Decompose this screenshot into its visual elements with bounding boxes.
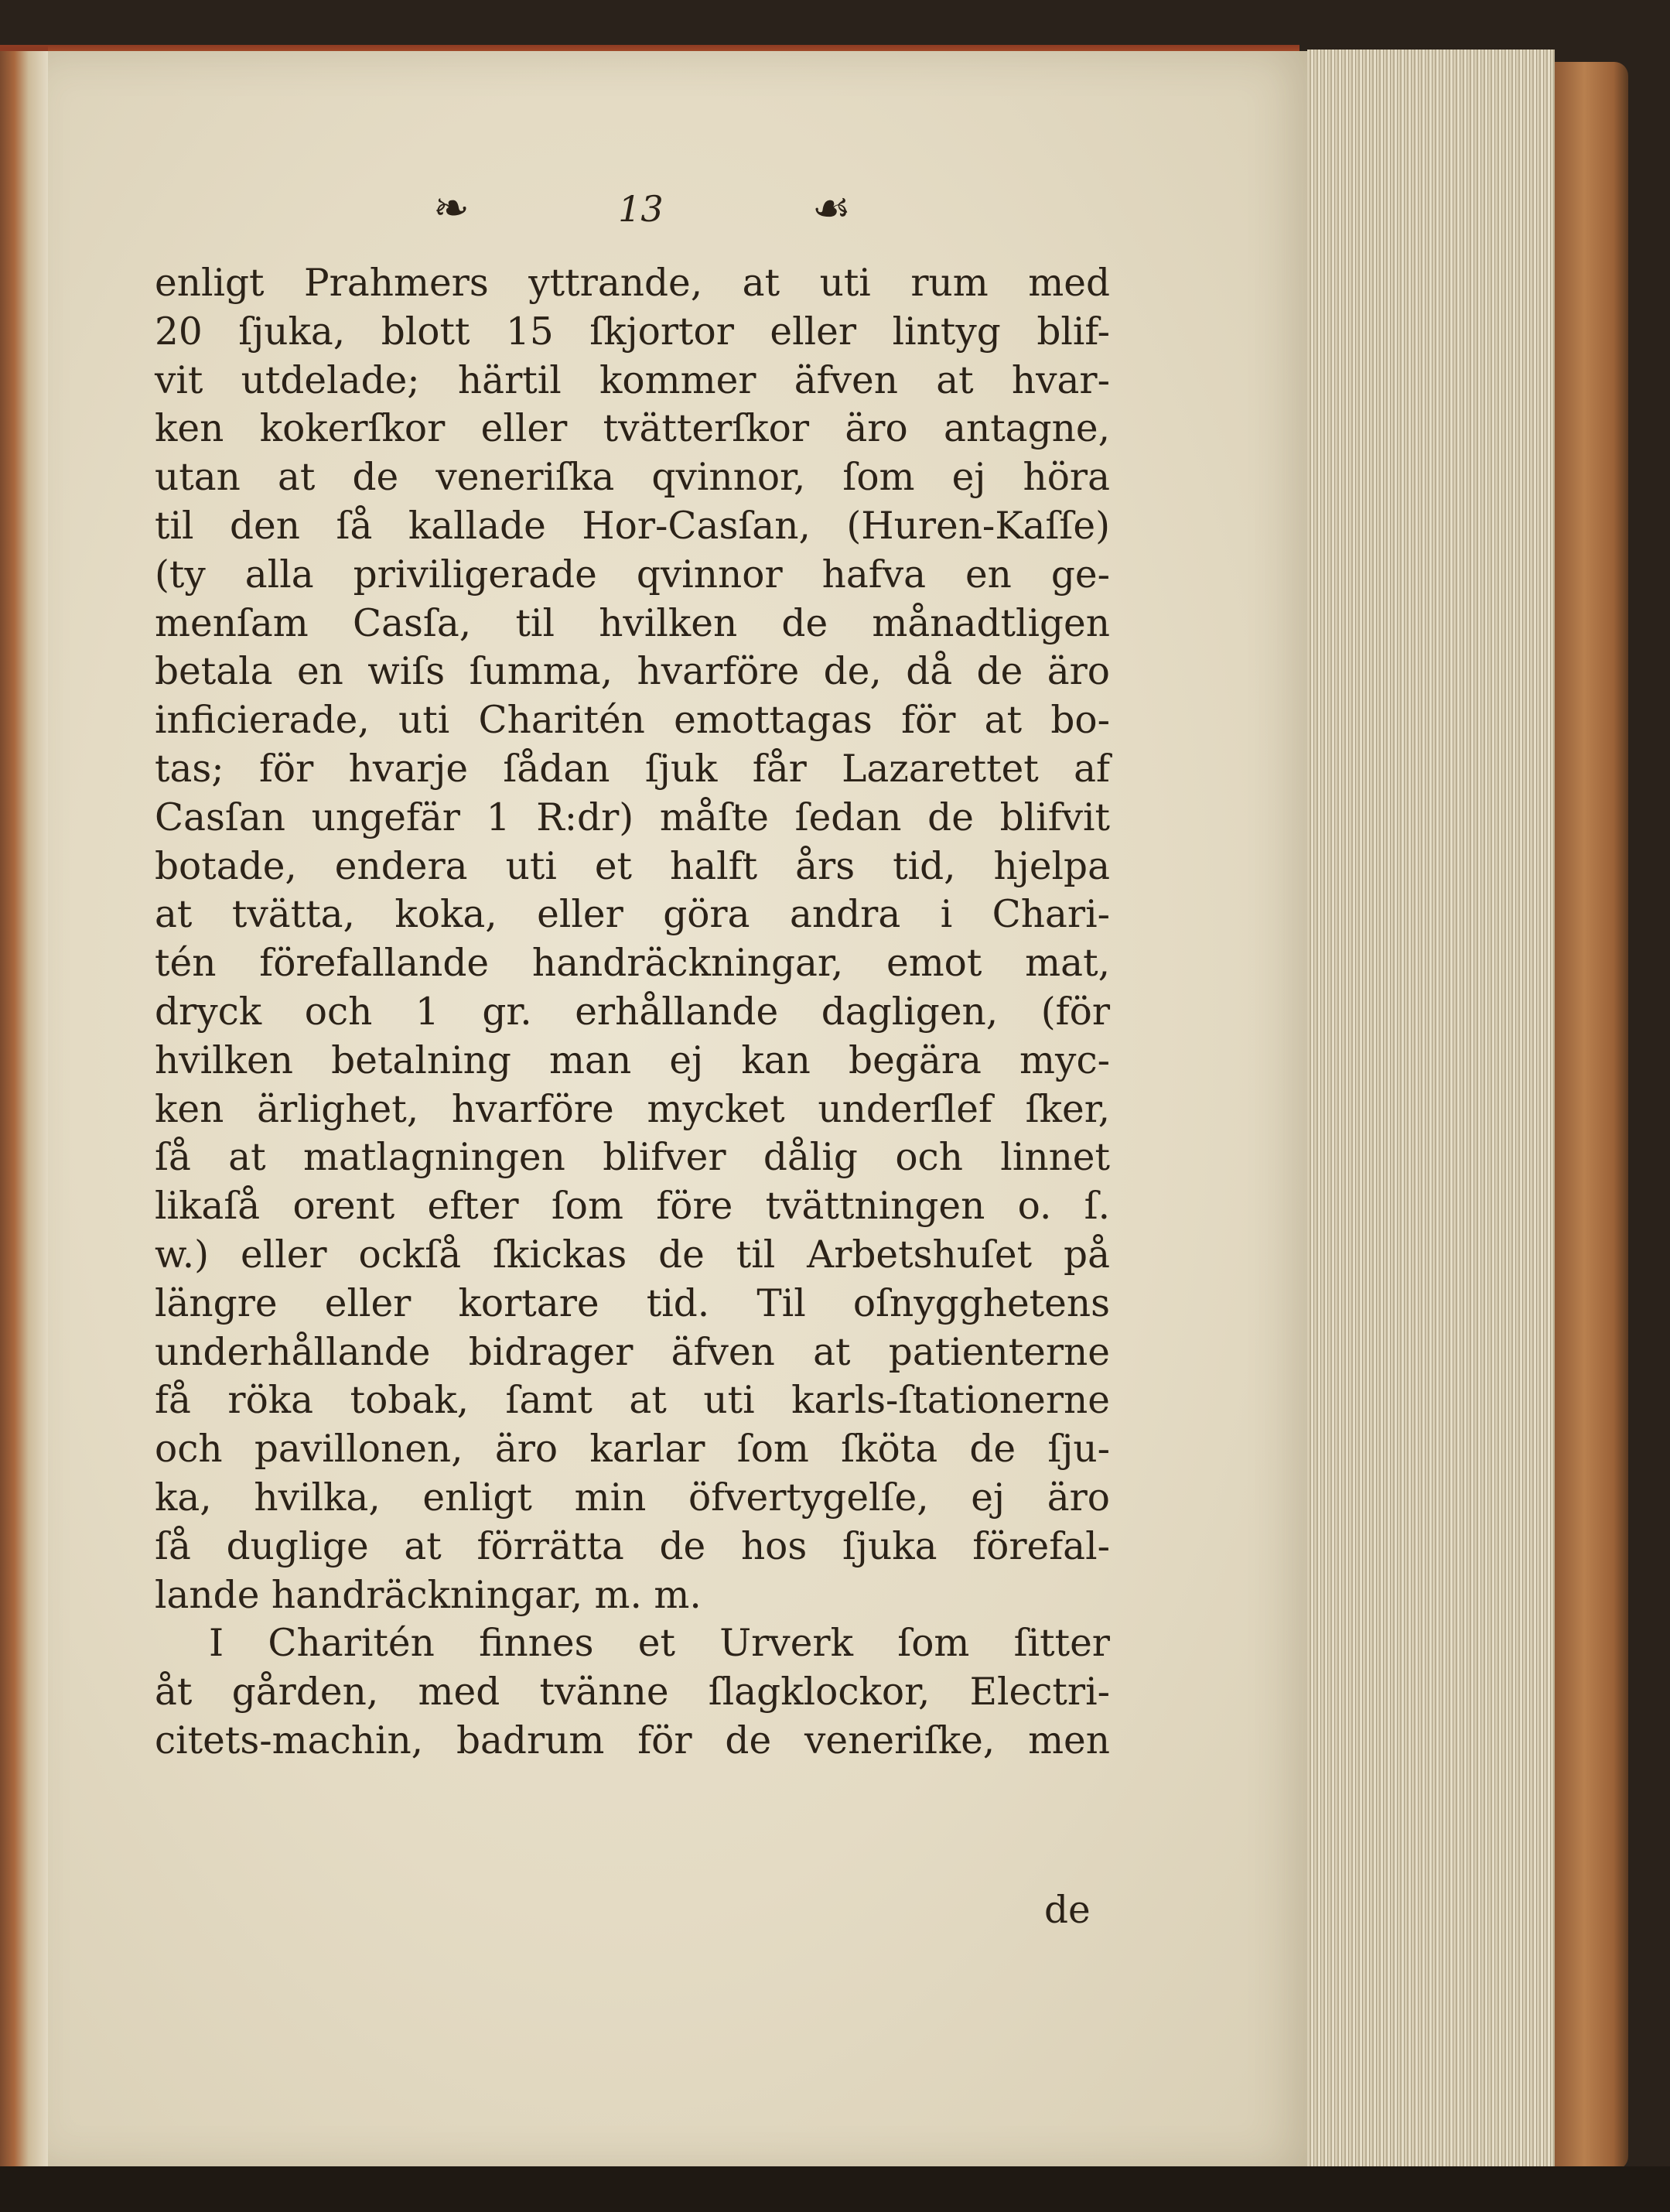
text-line: w.) eller ockſå ſkickas de til Arbetshuſet på — [155, 1232, 1110, 1277]
text-line: lande handräckningar, m. m. — [155, 1573, 702, 1617]
text-line: Casſan ungefär 1 R:dr) måſte ſedan de blifvit — [155, 795, 1110, 839]
text-line: få röka tobak, ſamt at uti karls-ſtationerne — [155, 1379, 1110, 1423]
text-line: ſå at matlagningen blifver dålig och linnet — [155, 1136, 1110, 1180]
text-line: åt gården, med tvänne ſlagklockor, Electri- — [155, 1670, 1110, 1715]
text-line: betala en wiſs ſumma, hvarföre de, då de äro — [155, 650, 1110, 694]
text-line: (ty alla priviligerade qvinnor hafva en ge- — [155, 552, 1110, 597]
book-cover-edge — [1555, 62, 1628, 2170]
text-line: ken kokerſkor eller tvätterſkor äro antagne, — [155, 407, 1110, 451]
right-ornament-icon: ☙ — [811, 183, 851, 234]
text-line: hvilken betalning man ej kan begära myc- — [155, 1038, 1110, 1082]
page-stack-edges — [1307, 50, 1555, 2173]
text-line: inficierade, uti Charitén emottagas för at bo- — [155, 699, 1110, 743]
text-line: utan at de veneriſka qvinnor, ſom ej höra — [155, 456, 1110, 500]
text-line: 20 ſjuka, blott 15 ſkjortor eller lintyg blif- — [155, 309, 1110, 354]
running-head — [433, 178, 851, 240]
text-line: I Charitén finnes et Urverk ſom ſitter — [209, 1622, 1110, 1666]
text-line: längre eller kortare tid. Til oſnygghetens — [155, 1281, 1110, 1325]
text-line: at tvätta, koka, eller göra andra i Chari- — [155, 893, 1110, 937]
body-text — [155, 259, 1110, 1766]
text-line: dryck och 1 gr. erhållande dagligen, (för — [155, 990, 1110, 1034]
text-line: botade, endera uti et halft års tid, hjelpa — [155, 844, 1110, 888]
text-line: ka, hvilka, enligt min öfvertygelſe, ej äro — [155, 1475, 1110, 1520]
text-line: och pavillonen, äro karlar ſom ſköta de ſju- — [155, 1427, 1110, 1472]
text-line: tas; för hvarje ſådan ſjuk får Lazarettet af — [155, 747, 1110, 791]
left-ornament-icon: ❧ — [433, 183, 470, 234]
previous-page-edge — [0, 46, 48, 2171]
background-shadow — [0, 2166, 1670, 2212]
catchword: de — [1044, 1889, 1091, 1932]
text-line: enligt Prahmers yttrande, at uti rum med — [155, 262, 1110, 305]
text-line: likaſå orent efter ſom före tvättningen o. ſ. — [155, 1185, 1110, 1229]
text-line: ken ärlighet, hvarföre mycket underſlef ſker, — [155, 1087, 1110, 1131]
page-number: 13 — [618, 188, 664, 230]
text-line: citets-machin, badrum för de veneriſke, men — [155, 1718, 1110, 1762]
text-line: vit utdelade; härtil kommer äfven at hvar- — [155, 358, 1110, 402]
text-line: underhållande bidrager äfven at patienterne — [155, 1330, 1110, 1374]
text-line: til den ſå kallade Hor-Casſan, (Huren-Kaſſe) — [155, 504, 1110, 548]
text-line: tén förefallande handräckningar, emot mat, — [155, 942, 1110, 986]
text-line: ſå duglige at förrätta de hos ſjuka förefal- — [155, 1524, 1110, 1568]
text-line: menſam Casſa, til hvilken de månadtligen — [155, 601, 1110, 645]
